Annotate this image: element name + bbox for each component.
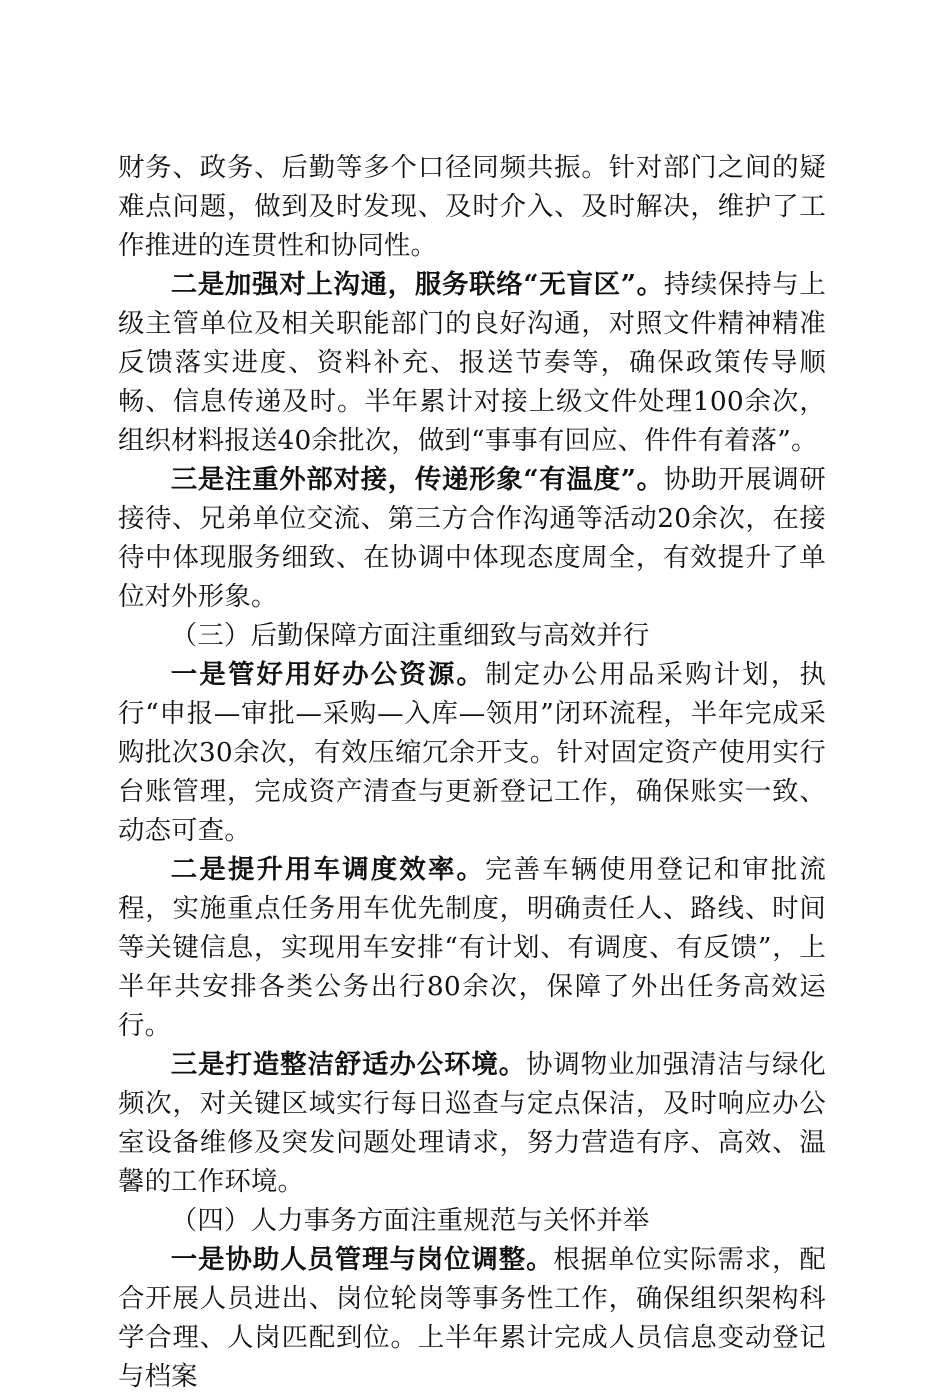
document-page xyxy=(118,148,826,1396)
section-heading-logistics: （三）后勤保障方面注重细致与高效并行 xyxy=(170,620,650,651)
paragraph-lead: 一是管好用好办公资源。 xyxy=(170,659,486,690)
paragraph-office-environment xyxy=(118,1045,826,1201)
paragraph-personnel-management xyxy=(118,1240,826,1396)
paragraph-body: 协助开展调研接待、兄弟单位交流、第三方合作沟通等活动20余次，在接待中体现服务细致、在协调中体现态度周全，有效提升了单位对外形象。 xyxy=(118,464,826,612)
paragraph-lead: 三是注重外部对接，传递形象“有温度”。 xyxy=(170,464,664,495)
paragraph-upward-communication xyxy=(118,265,826,460)
paragraph-lead: 二是提升用车调度效率。 xyxy=(170,854,486,885)
paragraph-continuation xyxy=(118,148,826,265)
paragraph-office-resources xyxy=(118,655,826,850)
paragraph-lead: 三是打造整洁舒适办公环境。 xyxy=(170,1049,527,1080)
paragraph-lead: 二是加强对上沟通，服务联络“无盲区”。 xyxy=(170,269,664,300)
paragraph-body: 财务、政务、后勤等多个口径同频共振。针对部门之间的疑难点问题，做到及时发现、及时介入、及时解决，维护了工作推进的连贯性和协同性。 xyxy=(118,152,826,261)
paragraph-body: 制定办公用品采购计划，执行“申报—审批—采购—入库—领用”闭环流程，半年完成采购批次30余次，有效压缩冗余开支。针对固定资产使用实行台账管理，完成资产清查与更新登记工作，确保账实一致、动态可查。 xyxy=(118,659,827,846)
paragraph-body: 持续保持与上级主管单位及相关职能部门的良好沟通，对照文件精神精准反馈落实进度、资料补充、报送节奏等，确保政策传导顺畅、信息传递及时。半年累计对接上级文件处理100余次，组织材料报送40余批次，做到“事事有回应、件件有着落”。 xyxy=(118,269,826,456)
section-heading-personnel: （四）人力事务方面注重规范与关怀并举 xyxy=(170,1205,650,1236)
paragraph-lead: 一是协助人员管理与岗位调整。 xyxy=(170,1244,554,1275)
paragraph-body: 完善车辆使用登记和审批流程，实施重点任务用车优先制度，明确责任人、路线、时间等关键信息，实现用车安排“有计划、有调度、有反馈”，上半年共安排各类公务出行80余次，保障了外出任务高效运行。 xyxy=(118,854,827,1041)
paragraph-external-liaison xyxy=(118,460,826,616)
paragraph-body: 根据单位实际需求，配合开展人员进出、岗位轮岗等事务性工作，确保组织架构科学合理、人岗匹配到位。上半年累计完成人员信息变动登记与档案 xyxy=(118,1244,826,1392)
paragraph-body: 协调物业加强清洁与绿化频次，对关键区域实行每日巡查与定点保洁，及时响应办公室设备维修及突发问题处理请求，努力营造有序、高效、温馨的工作环境。 xyxy=(118,1049,826,1197)
paragraph-vehicle-dispatch xyxy=(118,850,826,1045)
